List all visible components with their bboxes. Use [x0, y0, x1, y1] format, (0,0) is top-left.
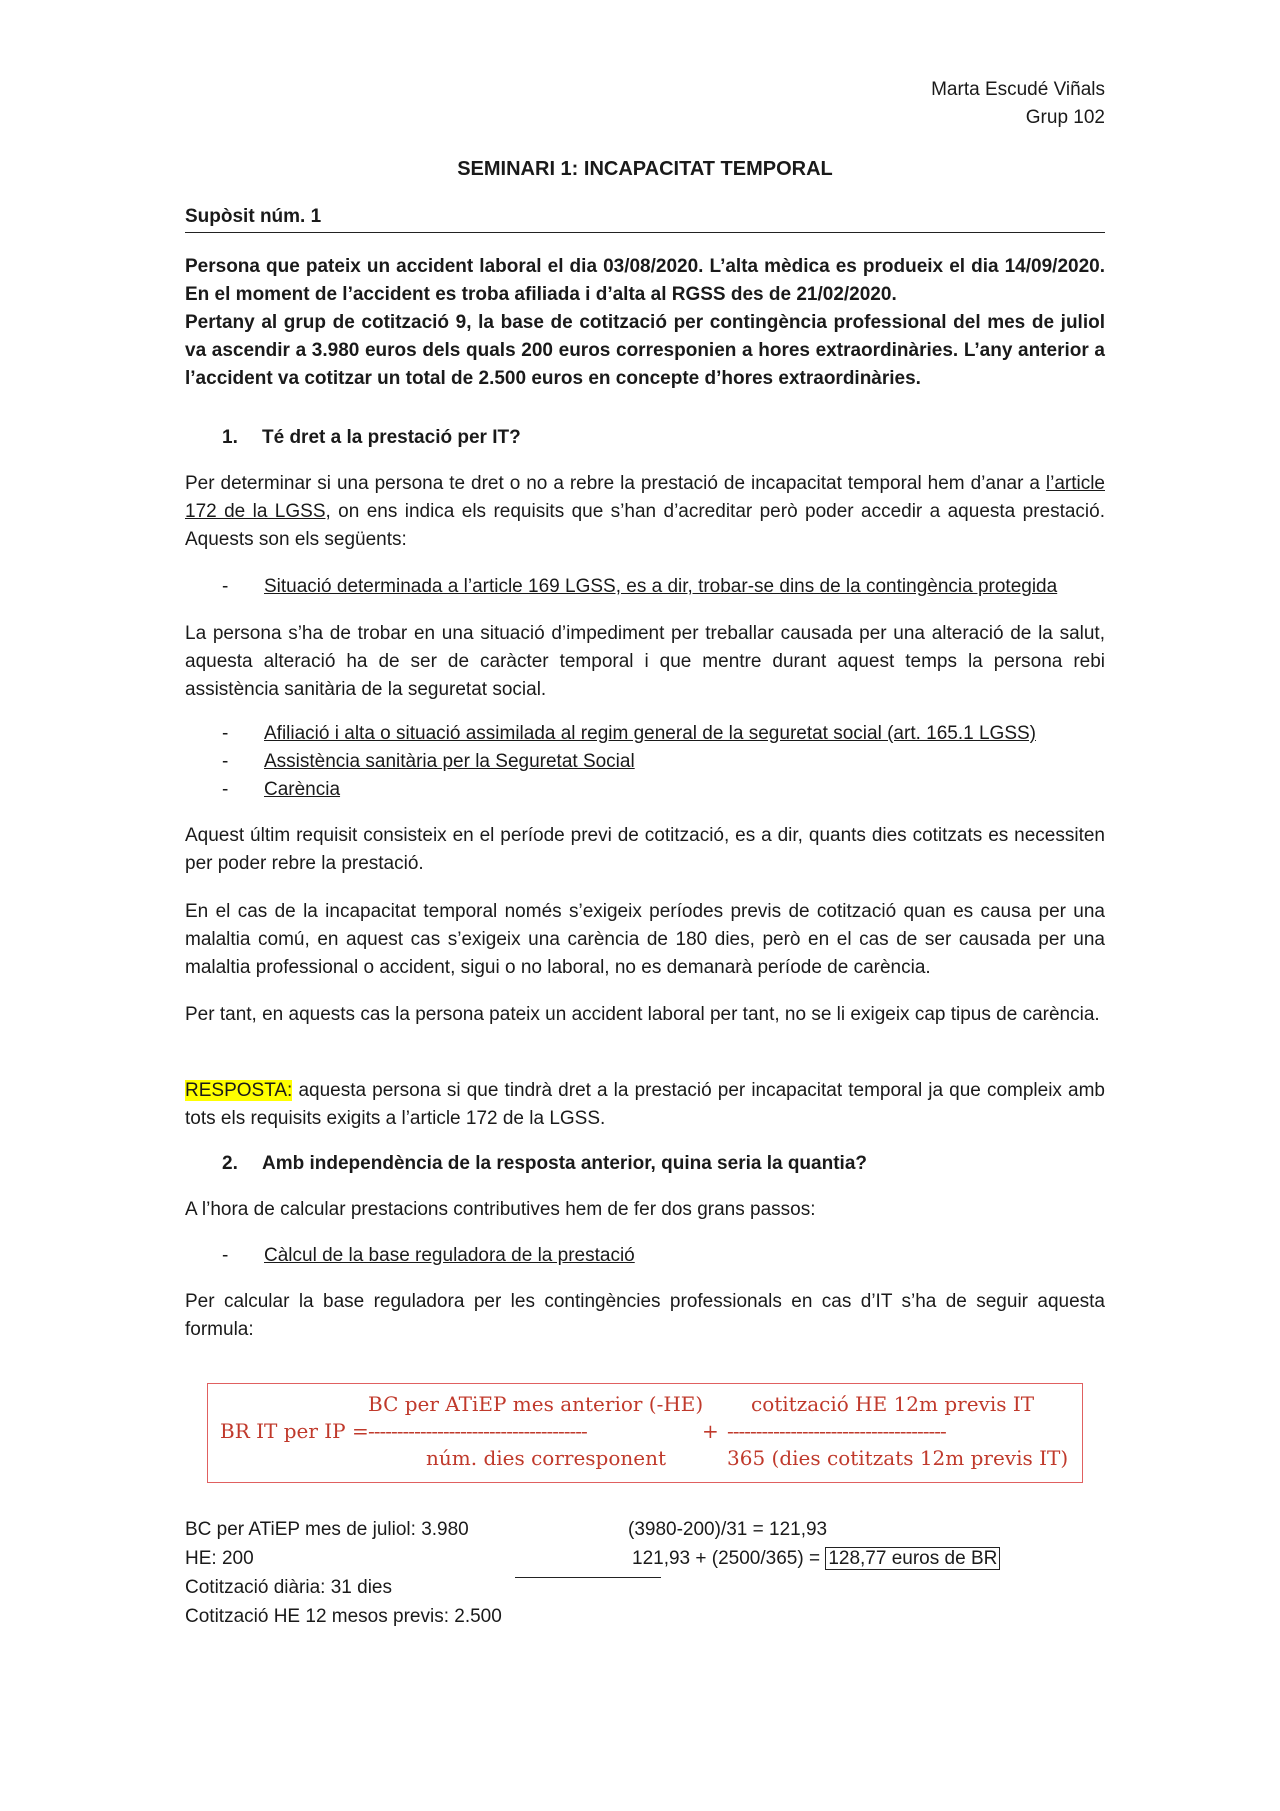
data-line-days: Cotització diària: 31 dies	[185, 1577, 392, 1598]
requirement-3	[222, 748, 635, 776]
requirement-2	[222, 720, 1036, 748]
calc-line-1: (3980-200)/31 = 121,93	[628, 1519, 828, 1540]
requirement-2-text: Afiliació i alta o situació assimilada al regim general de la seguretat social (art. 165.1 LGSS)	[264, 723, 1036, 744]
result-box: 128,77 euros de BR	[825, 1547, 1000, 1570]
data-line-he-12m: Cotització HE 12 mesos previs: 2.500	[185, 1606, 502, 1627]
q1-intro-text-a: Per determinar si una persona te dret o no a rebre la prestació de incapacitat temporal hem d’anar a	[185, 473, 1046, 494]
answer-text: aquesta persona si que tindrà dret a la prestació per incapacitat temporal ja que compleix amb tots els requisits exigits a l’article 172 de la LGSS.	[185, 1080, 1105, 1129]
formula-intro: Per calcular la base reguladora per les contingències professionals en cas d’IT s’ha de seguir aquesta formula:	[185, 1291, 1105, 1340]
calc-line-2-expression: 121,93 + (2500/365) =	[632, 1548, 826, 1569]
statement-paragraph-2: Pertany al grup de cotització 9, la base de cotització per contingència professional del mes de juliol va ascendir a 3.980 euros dels quals 200 euros corresponien a hores extraordinàries. L’any anterior a l’accident va cotitzar un total de 2.500 euros en concepte d’hores extraordinàries.	[185, 312, 1105, 389]
data-line-bc: BC per ATiEP mes de juliol: 3.980	[185, 1519, 469, 1540]
author-name: Marta Escudé Viñals	[931, 79, 1105, 100]
requirement-1-description: La persona s’ha de trobar en una situació d’impediment per treballar causada per una alteració de la salut, aquesta alteració ha de ser de caràcter temporal i que mentre durant aquest temps la persona rebi assistència sanitària de la seguretat social.	[185, 623, 1105, 700]
formula-denominator-2: 365 (dies cotitzats 12m previs IT)	[727, 1446, 1069, 1470]
requirement-4-text: Carència	[264, 779, 341, 800]
bullet-dash: -	[222, 751, 229, 772]
case-statement	[185, 253, 1105, 393]
carencia-paragraph-3: Per tant, en aquests cas la persona pateix un accident laboral per tant, no se li exigeix cap tipus de carència.	[185, 1004, 1100, 1025]
q1-intro-paragraph	[185, 470, 1105, 554]
formula-numerator-2: cotització HE 12m previs IT	[751, 1392, 1035, 1416]
formula-fraction-bar-2: --------------------------------------	[727, 1419, 946, 1443]
requirement-3-text: Assistència sanitària per la Seguretat Social	[264, 751, 635, 772]
separator-line	[515, 1577, 661, 1578]
step-1-text: Càlcul de la base reguladora de la prestació	[264, 1245, 635, 1266]
q2-intro: A l’hora de calcular prestacions contributives hem de fer dos grans passos:	[185, 1199, 816, 1220]
bullet-dash: -	[222, 723, 229, 744]
question-2-heading	[222, 1153, 867, 1175]
bullet-dash: -	[222, 576, 229, 597]
data-line-he: HE: 200	[185, 1548, 254, 1569]
question-2-number: 2.	[222, 1153, 238, 1174]
requirement-4	[222, 776, 340, 804]
step-1	[222, 1242, 635, 1270]
formula-fraction-bar-1: --------------------------------------	[368, 1419, 587, 1443]
carencia-paragraph-2: En el cas de la incapacitat temporal només s’exigeix períodes previs de cotització quan es causa per una malaltia comú, en aquest cas s’exigeix una carència de 180 dies, però en el cas de ser causada per una malaltia professional o accident, sigui o no laboral, no es demanarà període de carència.	[185, 901, 1105, 978]
question-2-text: Amb independència de la resposta anterior, quina seria la quantia?	[262, 1153, 867, 1174]
statement-paragraph-1: Persona que pateix un accident laboral el dia 03/08/2020. L’alta mèdica es produeix el dia 14/09/2020. En el moment de l’accident es troba afiliada i d’alta al RGSS des de 21/02/2020.	[185, 256, 1105, 305]
formula-numerator-1: BC per ATiEP mes anterior (-HE)	[368, 1392, 704, 1416]
formula-box	[207, 1383, 1083, 1483]
answer-paragraph	[185, 1077, 1105, 1133]
document-header	[931, 76, 1105, 132]
answer-label: RESPOSTA:	[185, 1080, 293, 1101]
input-data-list	[185, 1515, 502, 1631]
carencia-paragraph-1: Aquest últim requisit consisteix en el període previ de cotització, es a dir, quants dies cotitzats es necessiten per poder rebre la prestació.	[185, 825, 1105, 874]
question-1-heading	[222, 427, 521, 449]
formula-lhs: BR IT per IP =	[220, 1419, 376, 1443]
formula-plus: +	[702, 1419, 719, 1443]
case-label: Supòsit núm. 1	[185, 206, 1105, 233]
q1-intro-text-b: , on ens indica els requisits que s’han d’acreditar però poder accedir a aquesta prestació. Aquests son els següents:	[185, 501, 1105, 550]
article-172-link[interactable]: l’article 172 de la LGSS	[185, 473, 1105, 522]
bullet-dash: -	[222, 779, 229, 800]
calculation	[628, 1515, 1000, 1573]
group-label: Grup 102	[1025, 107, 1105, 128]
question-1-number: 1.	[222, 427, 238, 448]
question-1-text: Té dret a la prestació per IT?	[262, 427, 521, 448]
calc-line-2	[628, 1544, 1000, 1573]
requirement-1-text: Situació determinada a l’article 169 LGSS, es a dir, trobar-se dins de la contingència protegida	[264, 576, 1058, 597]
page-title: SEMINARI 1: INCAPACITAT TEMPORAL	[457, 158, 833, 180]
bullet-dash: -	[222, 1245, 229, 1266]
formula-denominator-1: núm. dies corresponent	[426, 1446, 667, 1470]
requirement-1	[222, 573, 1057, 601]
